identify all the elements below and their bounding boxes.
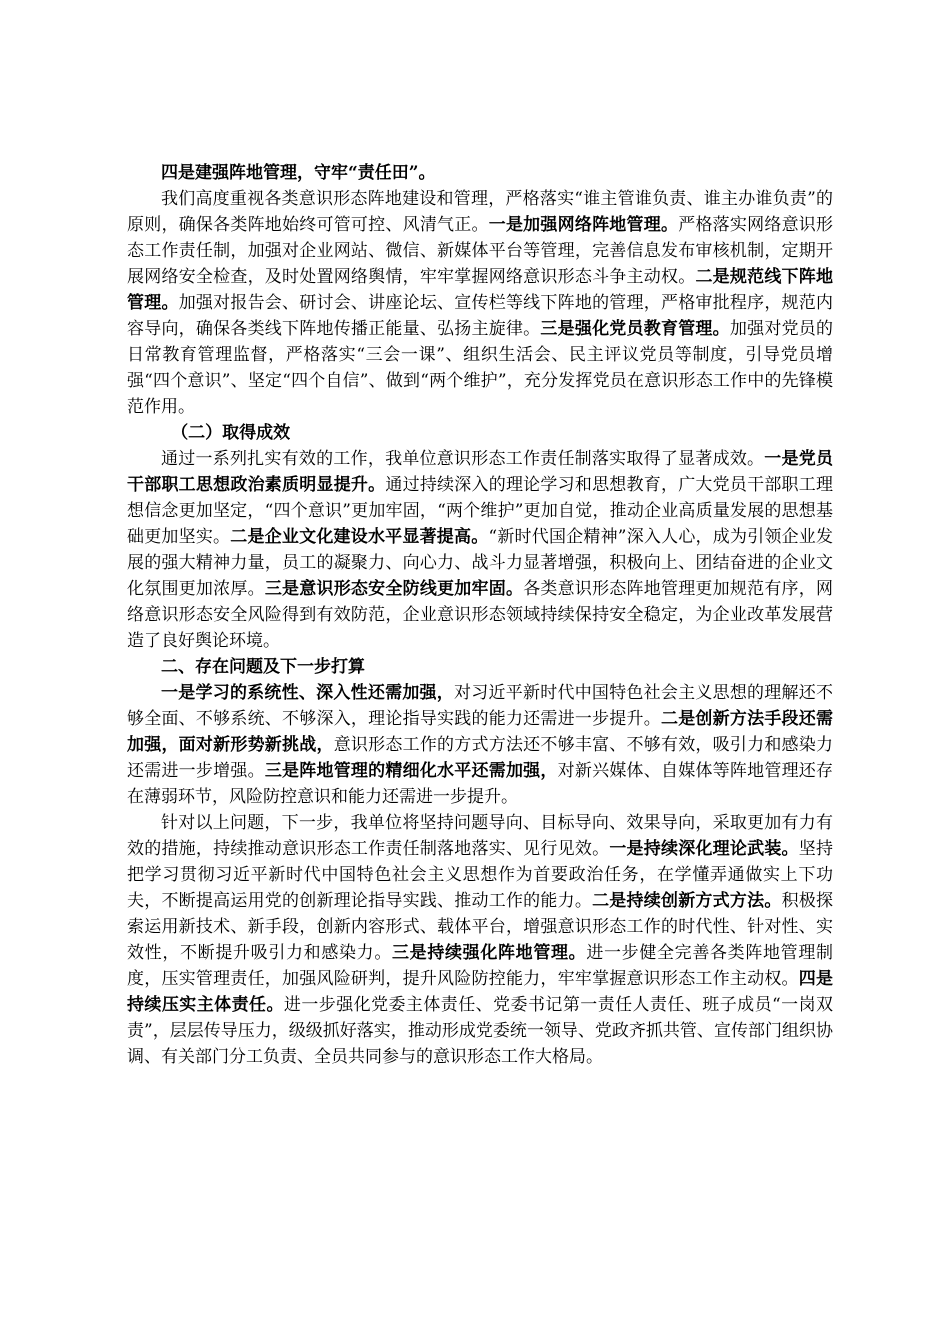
document-body [127,160,833,1070]
text-run: 通过持续深入的理论学习和思想教育，广大党员干部职工理想信念更加坚定，“四个意识”更加牢固，“两个维护”更加自觉，推动企业高质量发展的思想基础更加坚实。 [127,475,833,547]
bold-run: 二是企业文化建设水平显著提高。 [230,527,489,547]
text-run: 各类意识形态阵地管理更加规范有序，网络意识形态安全风险得到有效防范，企业意识形态领域持续保持安全稳定，为企业改革发展营造了良好舆论环境。 [127,579,834,651]
bold-run: 三是意识形态安全防线更加牢固。 [264,579,524,599]
text-run: 针对以上问题，下一步，我单位将坚持问题导向、目标导向、效果导向，采取更加有力有效的措施，持续推动意识形态工作责任制落地落实、见行见效。 [127,813,833,859]
text-run: 进一步强化党委主体责任、党委书记第一责任人责任、班子成员“一岗双责”，层层传导压力，级级抓好落实，推动形成党委统一领导、党政齐抓共管、宣传部门组织协调、有关部门分工负责、全员共同参与的意识形态工作大格局。 [127,995,834,1067]
section-heading-achievements [127,420,833,446]
text-run: 严格落实网络意识形态工作责任制，加强对企业网站、微信、新媒体平台等管理，完善信息发布审核机制，定期开展网络安全检查，及时处置网络舆情，牢牢掌握网络意识形态斗争主动权。 [127,215,834,287]
text-run: “新时代国企精神”深入人心，成为引领企业发展的强大精神力量，员工的凝聚力、向心力、战斗力显著增强，积极向上、团结奋进的企业文化氛围更加浓厚。 [127,527,834,599]
bold-run: 三是持续强化阵地管理。 [392,943,587,963]
section-heading-problems-plans: 二、存在问题及下一步打算 [161,657,365,677]
section-heading-text: （二）取得成效 [171,423,291,443]
bold-run: 一是加强网络阵地管理。 [488,215,679,235]
bold-run: 四是持续压实主体责任。 [127,969,834,1015]
text-run: 通过一系列扎实有效的工作，我单位意识形态工作责任制落实取得了显著成效。 [161,449,765,469]
paragraph-problems [127,680,833,810]
text-run: 进一步健全完善各类阵地管理制度，压实管理责任，加强风险研判，提升风险防控能力，牢牢掌握意识形态工作主动权。 [127,943,834,989]
text-run: 对新兴媒体、自媒体等阵地管理还存在薄弱环节，风险防控意识和能力还需进一步提升。 [127,761,834,807]
bold-run: 一是党员干部职工思想政治素质明显提升。 [127,449,834,495]
bold-run: 三是强化党员教育管理。 [540,319,730,339]
paragraph-position-management [127,186,833,420]
text-run: 对习近平新时代中国特色社会主义思想的理解还不够全面、不够系统、不够深入，理论指导实践的能力还需进一步提升。 [127,683,834,729]
text-run: 坚持把学习贯彻习近平新时代中国特色社会主义思想作为首要政治任务，在学懂弄通做实上下功夫，不断提高运用党的创新理论指导实践、推动工作的能力。 [127,839,834,911]
bold-run: 一是持续深化理论武装。 [609,839,799,859]
bold-run: 二是创新方法手段还需加强，面对新形势新挑战， [127,709,834,755]
bold-run: 一是学习的系统性、深入性还需加强， [161,683,455,703]
text-run: 积极探索运用新技术、新手段，创新内容形式、载体平台，增强意识形态工作的时代性、针对性、实效性，不断提升吸引力和感染力。 [127,891,834,963]
text-run: 我们高度重视各类意识形态阵地建设和管理，严格落实“谁主管谁负责、谁主办谁负责”的原则，确保各类阵地始终可管可控、风清气正。 [127,189,833,235]
bold-run: 三是阵地管理的精细化水平还需加强， [264,761,558,781]
text-run: 加强对报告会、研讨会、讲座论坛、宣传栏等线下阵地的管理，严格审批程序，规范内容导向，确保各类线下阵地传播正能量、弘扬主旋律。 [127,293,834,339]
paragraph-achievements [127,446,833,654]
subheading-point-four: 四是建强阵地管理，守牢“责任田”。 [161,163,436,183]
text-run: 意识形态工作的方式方法还不够丰富、不够有效，吸引力和感染力还需进一步增强。 [127,735,834,781]
bold-run: 二是持续创新方式方法。 [592,891,782,911]
paragraph-next-steps [127,810,833,1070]
bold-run: 二是规范线下阵地管理。 [127,267,834,313]
text-run: 加强对党员的日常教育管理监督，严格落实“三会一课”、组织生活会、民主评议党员等制度，引导党员增强“四个意识”、坚定“四个自信”、做到“两个维护”，充分发挥党员在意识形态工作中的先锋模范作用。 [127,319,834,417]
